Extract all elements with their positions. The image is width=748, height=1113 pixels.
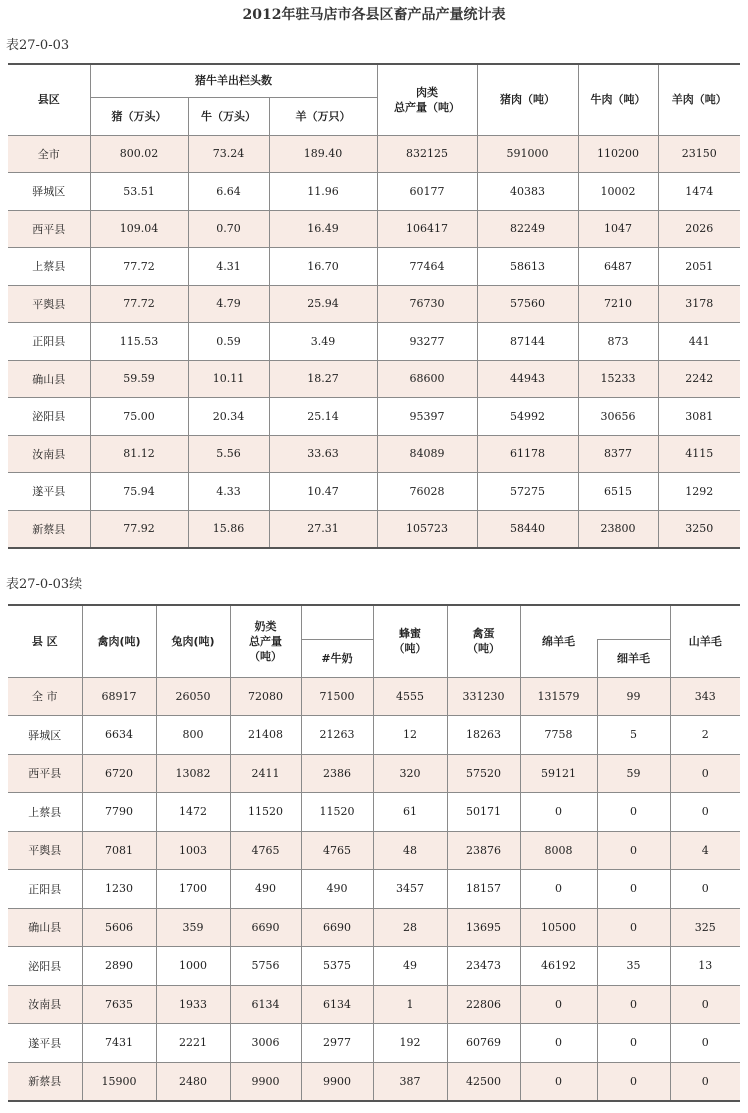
value-cell: 49 [373,947,447,986]
value-cell: 0 [597,1024,670,1063]
value-cell: 4.31 [188,248,269,286]
value-cell: 57275 [477,473,578,511]
value-cell: 22806 [447,985,520,1024]
value-cell: 0 [597,908,670,947]
value-cell: 131579 [520,677,597,716]
table-row [8,793,740,832]
value-cell: 16.70 [269,248,377,286]
value-cell: 28 [373,908,447,947]
table1-header-pork: 猪肉（吨） [477,64,578,135]
value-cell: 46192 [520,947,597,986]
table-row [8,323,740,361]
table1-header-meat-line2: 总产量（吨） [394,100,460,114]
table2-body [8,677,740,1101]
value-cell: 359 [156,908,230,947]
value-cell: 4115 [658,435,740,473]
value-cell: 13 [670,947,740,986]
table1-header-group: 猪牛羊出栏头数 [90,64,377,97]
table1-header-cattle: 牛（万头） [188,97,269,135]
value-cell: 16.49 [269,210,377,248]
value-cell: 68600 [377,360,477,398]
value-cell: 72080 [230,677,301,716]
value-cell: 2242 [658,360,740,398]
value-cell: 800 [156,716,230,755]
value-cell: 3006 [230,1024,301,1063]
value-cell: 1003 [156,831,230,870]
table-row [8,360,740,398]
value-cell: 0.59 [188,323,269,361]
value-cell: 0 [670,985,740,1024]
table2-header-milk-line3: （吨） [249,649,282,663]
value-cell: 1933 [156,985,230,1024]
table-row [8,173,740,211]
value-cell: 0 [520,1062,597,1101]
value-cell: 4765 [301,831,373,870]
value-cell: 53.51 [90,173,188,211]
table2-header-blank2 [597,605,670,639]
value-cell: 40383 [477,173,578,211]
table-row [8,985,740,1024]
value-cell: 2051 [658,248,740,286]
value-cell: 61178 [477,435,578,473]
value-cell: 106417 [377,210,477,248]
county-name-cell: 遂平县 [8,1024,82,1063]
value-cell: 23150 [658,135,740,173]
county-name-cell: 驿城区 [8,716,82,755]
table2-header-cow-milk: #牛奶 [301,639,373,677]
table2-header-honey-line2: （吨） [393,642,427,656]
value-cell: 0 [597,870,670,909]
value-cell: 44943 [477,360,578,398]
table1 [8,63,740,549]
value-cell: 5756 [230,947,301,986]
value-cell: 59.59 [90,360,188,398]
table-row [8,831,740,870]
value-cell: 21408 [230,716,301,755]
county-name-cell: 全 市 [8,677,82,716]
value-cell: 5 [597,716,670,755]
value-cell: 0 [670,793,740,832]
table1-header-meat-line1: 肉类 [416,85,438,99]
table-row [8,398,740,436]
table-row [8,135,740,173]
value-cell: 3457 [373,870,447,909]
value-cell: 0 [597,793,670,832]
value-cell: 75.00 [90,398,188,436]
value-cell: 23473 [447,947,520,986]
table-row [8,908,740,947]
value-cell: 4765 [230,831,301,870]
county-name-cell: 泌阳县 [8,947,82,986]
value-cell: 59121 [520,754,597,793]
value-cell: 81.12 [90,435,188,473]
value-cell: 13695 [447,908,520,947]
value-cell: 48 [373,831,447,870]
value-cell: 93277 [377,323,477,361]
value-cell: 21263 [301,716,373,755]
value-cell: 23876 [447,831,520,870]
value-cell: 1 [373,985,447,1024]
value-cell: 87144 [477,323,578,361]
value-cell: 33.63 [269,435,377,473]
value-cell: 189.40 [269,135,377,173]
value-cell: 6720 [82,754,156,793]
county-name-cell: 遂平县 [8,473,90,511]
value-cell: 1474 [658,173,740,211]
value-cell: 5375 [301,947,373,986]
value-cell: 68917 [82,677,156,716]
value-cell: 57520 [447,754,520,793]
value-cell: 27.31 [269,510,377,548]
value-cell: 3.49 [269,323,377,361]
value-cell: 15900 [82,1062,156,1101]
value-cell: 4.79 [188,285,269,323]
value-cell: 10002 [578,173,658,211]
county-name-cell: 汝南县 [8,435,90,473]
table2-header-milk [230,605,301,677]
value-cell: 57560 [477,285,578,323]
table-row [8,285,740,323]
value-cell: 8377 [578,435,658,473]
table-row [8,1024,740,1063]
county-name-cell: 西平县 [8,754,82,793]
value-cell: 2386 [301,754,373,793]
value-cell: 1230 [82,870,156,909]
value-cell: 26050 [156,677,230,716]
table2-label: 表27-0-03续 [6,577,83,592]
value-cell: 76730 [377,285,477,323]
value-cell: 6134 [230,985,301,1024]
table2-header-goat-hair: 山羊毛 [670,605,740,677]
county-name-cell: 上蔡县 [8,248,90,286]
value-cell: 1047 [578,210,658,248]
value-cell: 192 [373,1024,447,1063]
value-cell: 54992 [477,398,578,436]
value-cell: 7790 [82,793,156,832]
value-cell: 0 [670,1062,740,1101]
value-cell: 0 [520,793,597,832]
value-cell: 76028 [377,473,477,511]
value-cell: 6634 [82,716,156,755]
value-cell: 77464 [377,248,477,286]
value-cell: 9900 [301,1062,373,1101]
county-name-cell: 新蔡县 [8,510,90,548]
value-cell: 7081 [82,831,156,870]
county-name-cell: 新蔡县 [8,1062,82,1101]
county-name-cell: 平舆县 [8,831,82,870]
value-cell: 832125 [377,135,477,173]
value-cell: 1292 [658,473,740,511]
value-cell: 82249 [477,210,578,248]
value-cell: 0 [597,831,670,870]
county-name-cell: 正阳县 [8,323,90,361]
value-cell: 6690 [301,908,373,947]
value-cell: 331230 [447,677,520,716]
value-cell: 0 [597,985,670,1024]
value-cell: 2890 [82,947,156,986]
value-cell: 18157 [447,870,520,909]
value-cell: 8008 [520,831,597,870]
value-cell: 18.27 [269,360,377,398]
table-row [8,947,740,986]
table2-header-blank [301,605,373,639]
value-cell: 10.47 [269,473,377,511]
value-cell: 58613 [477,248,578,286]
table2-header-poultry: 禽肉(吨) [82,605,156,677]
table2-header-eggs-line1: 禽蛋 [472,627,495,641]
table-row [8,510,740,548]
county-name-cell: 驿城区 [8,173,90,211]
value-cell: 320 [373,754,447,793]
value-cell: 387 [373,1062,447,1101]
value-cell: 73.24 [188,135,269,173]
value-cell: 59 [597,754,670,793]
county-name-cell: 确山县 [8,360,90,398]
value-cell: 0 [520,1024,597,1063]
table1-body [8,135,740,548]
value-cell: 800.02 [90,135,188,173]
county-name-cell: 全市 [8,135,90,173]
value-cell: 115.53 [90,323,188,361]
value-cell: 6487 [578,248,658,286]
value-cell: 58440 [477,510,578,548]
value-cell: 0 [520,985,597,1024]
table1-header-county: 县区 [8,64,90,135]
table2 [8,604,740,1102]
value-cell: 4555 [373,677,447,716]
value-cell: 4 [670,831,740,870]
value-cell: 6515 [578,473,658,511]
value-cell: 2411 [230,754,301,793]
value-cell: 0 [520,870,597,909]
value-cell: 15.86 [188,510,269,548]
table2-header-honey-line1: 蜂蜜 [399,627,421,641]
value-cell: 2977 [301,1024,373,1063]
county-name-cell: 上蔡县 [8,793,82,832]
value-cell: 6134 [301,985,373,1024]
value-cell: 4.33 [188,473,269,511]
value-cell: 7758 [520,716,597,755]
value-cell: 60769 [447,1024,520,1063]
county-name-cell: 确山县 [8,908,82,947]
value-cell: 1700 [156,870,230,909]
value-cell: 325 [670,908,740,947]
county-name-cell: 西平县 [8,210,90,248]
table2-header-fine-wool: 细羊毛 [597,639,670,677]
table1-header-beef: 牛肉（吨） [578,64,658,135]
value-cell: 18263 [447,716,520,755]
value-cell: 11.96 [269,173,377,211]
table2-header-eggs [447,605,520,677]
table2-header-honey [373,605,447,677]
table-row [8,435,740,473]
value-cell: 0 [597,1062,670,1101]
value-cell: 110200 [578,135,658,173]
county-name-cell: 汝南县 [8,985,82,1024]
value-cell: 490 [230,870,301,909]
table-row [8,1062,740,1101]
value-cell: 50171 [447,793,520,832]
table2-header-eggs-line2: （吨） [467,642,500,656]
value-cell: 5.56 [188,435,269,473]
value-cell: 61 [373,793,447,832]
value-cell: 77.72 [90,285,188,323]
table1-label: 表27-0-03 [6,38,70,53]
table2-header-county: 县 区 [8,605,82,677]
value-cell: 75.94 [90,473,188,511]
value-cell: 25.14 [269,398,377,436]
table-row [8,716,740,755]
value-cell: 0 [670,1024,740,1063]
table1-header-pig: 猪（万头） [90,97,188,135]
value-cell: 11520 [301,793,373,832]
value-cell: 25.94 [269,285,377,323]
value-cell: 99 [597,677,670,716]
county-name-cell: 泌阳县 [8,398,90,436]
value-cell: 0 [670,754,740,793]
value-cell: 0.70 [188,210,269,248]
value-cell: 105723 [377,510,477,548]
value-cell: 84089 [377,435,477,473]
value-cell: 7210 [578,285,658,323]
value-cell: 60177 [377,173,477,211]
page-title: 2012年驻马店市各县区畜产品产量统计表 [242,7,506,23]
value-cell: 9900 [230,1062,301,1101]
table-row [8,754,740,793]
table2-header-sheep-wool: 绵羊毛 [520,605,597,677]
value-cell: 6690 [230,908,301,947]
value-cell: 42500 [447,1062,520,1101]
value-cell: 1000 [156,947,230,986]
value-cell: 591000 [477,135,578,173]
county-name-cell: 平舆县 [8,285,90,323]
table1-header-meat [377,64,477,135]
value-cell: 10500 [520,908,597,947]
value-cell: 15233 [578,360,658,398]
table-row [8,677,740,716]
value-cell: 12 [373,716,447,755]
value-cell: 35 [597,947,670,986]
value-cell: 20.34 [188,398,269,436]
value-cell: 13082 [156,754,230,793]
value-cell: 2 [670,716,740,755]
value-cell: 11520 [230,793,301,832]
table-row [8,870,740,909]
value-cell: 2221 [156,1024,230,1063]
table-row [8,210,740,248]
table-row [8,248,740,286]
table1-header-mutton: 羊肉（吨） [658,64,740,135]
table2-header-milk-line2: 总产量 [249,634,282,648]
value-cell: 2026 [658,210,740,248]
value-cell: 3178 [658,285,740,323]
value-cell: 7635 [82,985,156,1024]
value-cell: 23800 [578,510,658,548]
value-cell: 343 [670,677,740,716]
county-name-cell: 正阳县 [8,870,82,909]
value-cell: 77.92 [90,510,188,548]
value-cell: 95397 [377,398,477,436]
value-cell: 30656 [578,398,658,436]
value-cell: 2480 [156,1062,230,1101]
value-cell: 109.04 [90,210,188,248]
value-cell: 3081 [658,398,740,436]
value-cell: 7431 [82,1024,156,1063]
table2-header-milk-line1: 奶类 [254,619,277,633]
value-cell: 5606 [82,908,156,947]
value-cell: 873 [578,323,658,361]
value-cell: 3250 [658,510,740,548]
table-row [8,473,740,511]
value-cell: 77.72 [90,248,188,286]
table1-header-sheep: 羊（万只） [269,97,377,135]
value-cell: 0 [670,870,740,909]
value-cell: 71500 [301,677,373,716]
value-cell: 1472 [156,793,230,832]
value-cell: 6.64 [188,173,269,211]
value-cell: 10.11 [188,360,269,398]
value-cell: 490 [301,870,373,909]
value-cell: 441 [658,323,740,361]
table2-header-rabbit: 兔肉(吨) [156,605,230,677]
